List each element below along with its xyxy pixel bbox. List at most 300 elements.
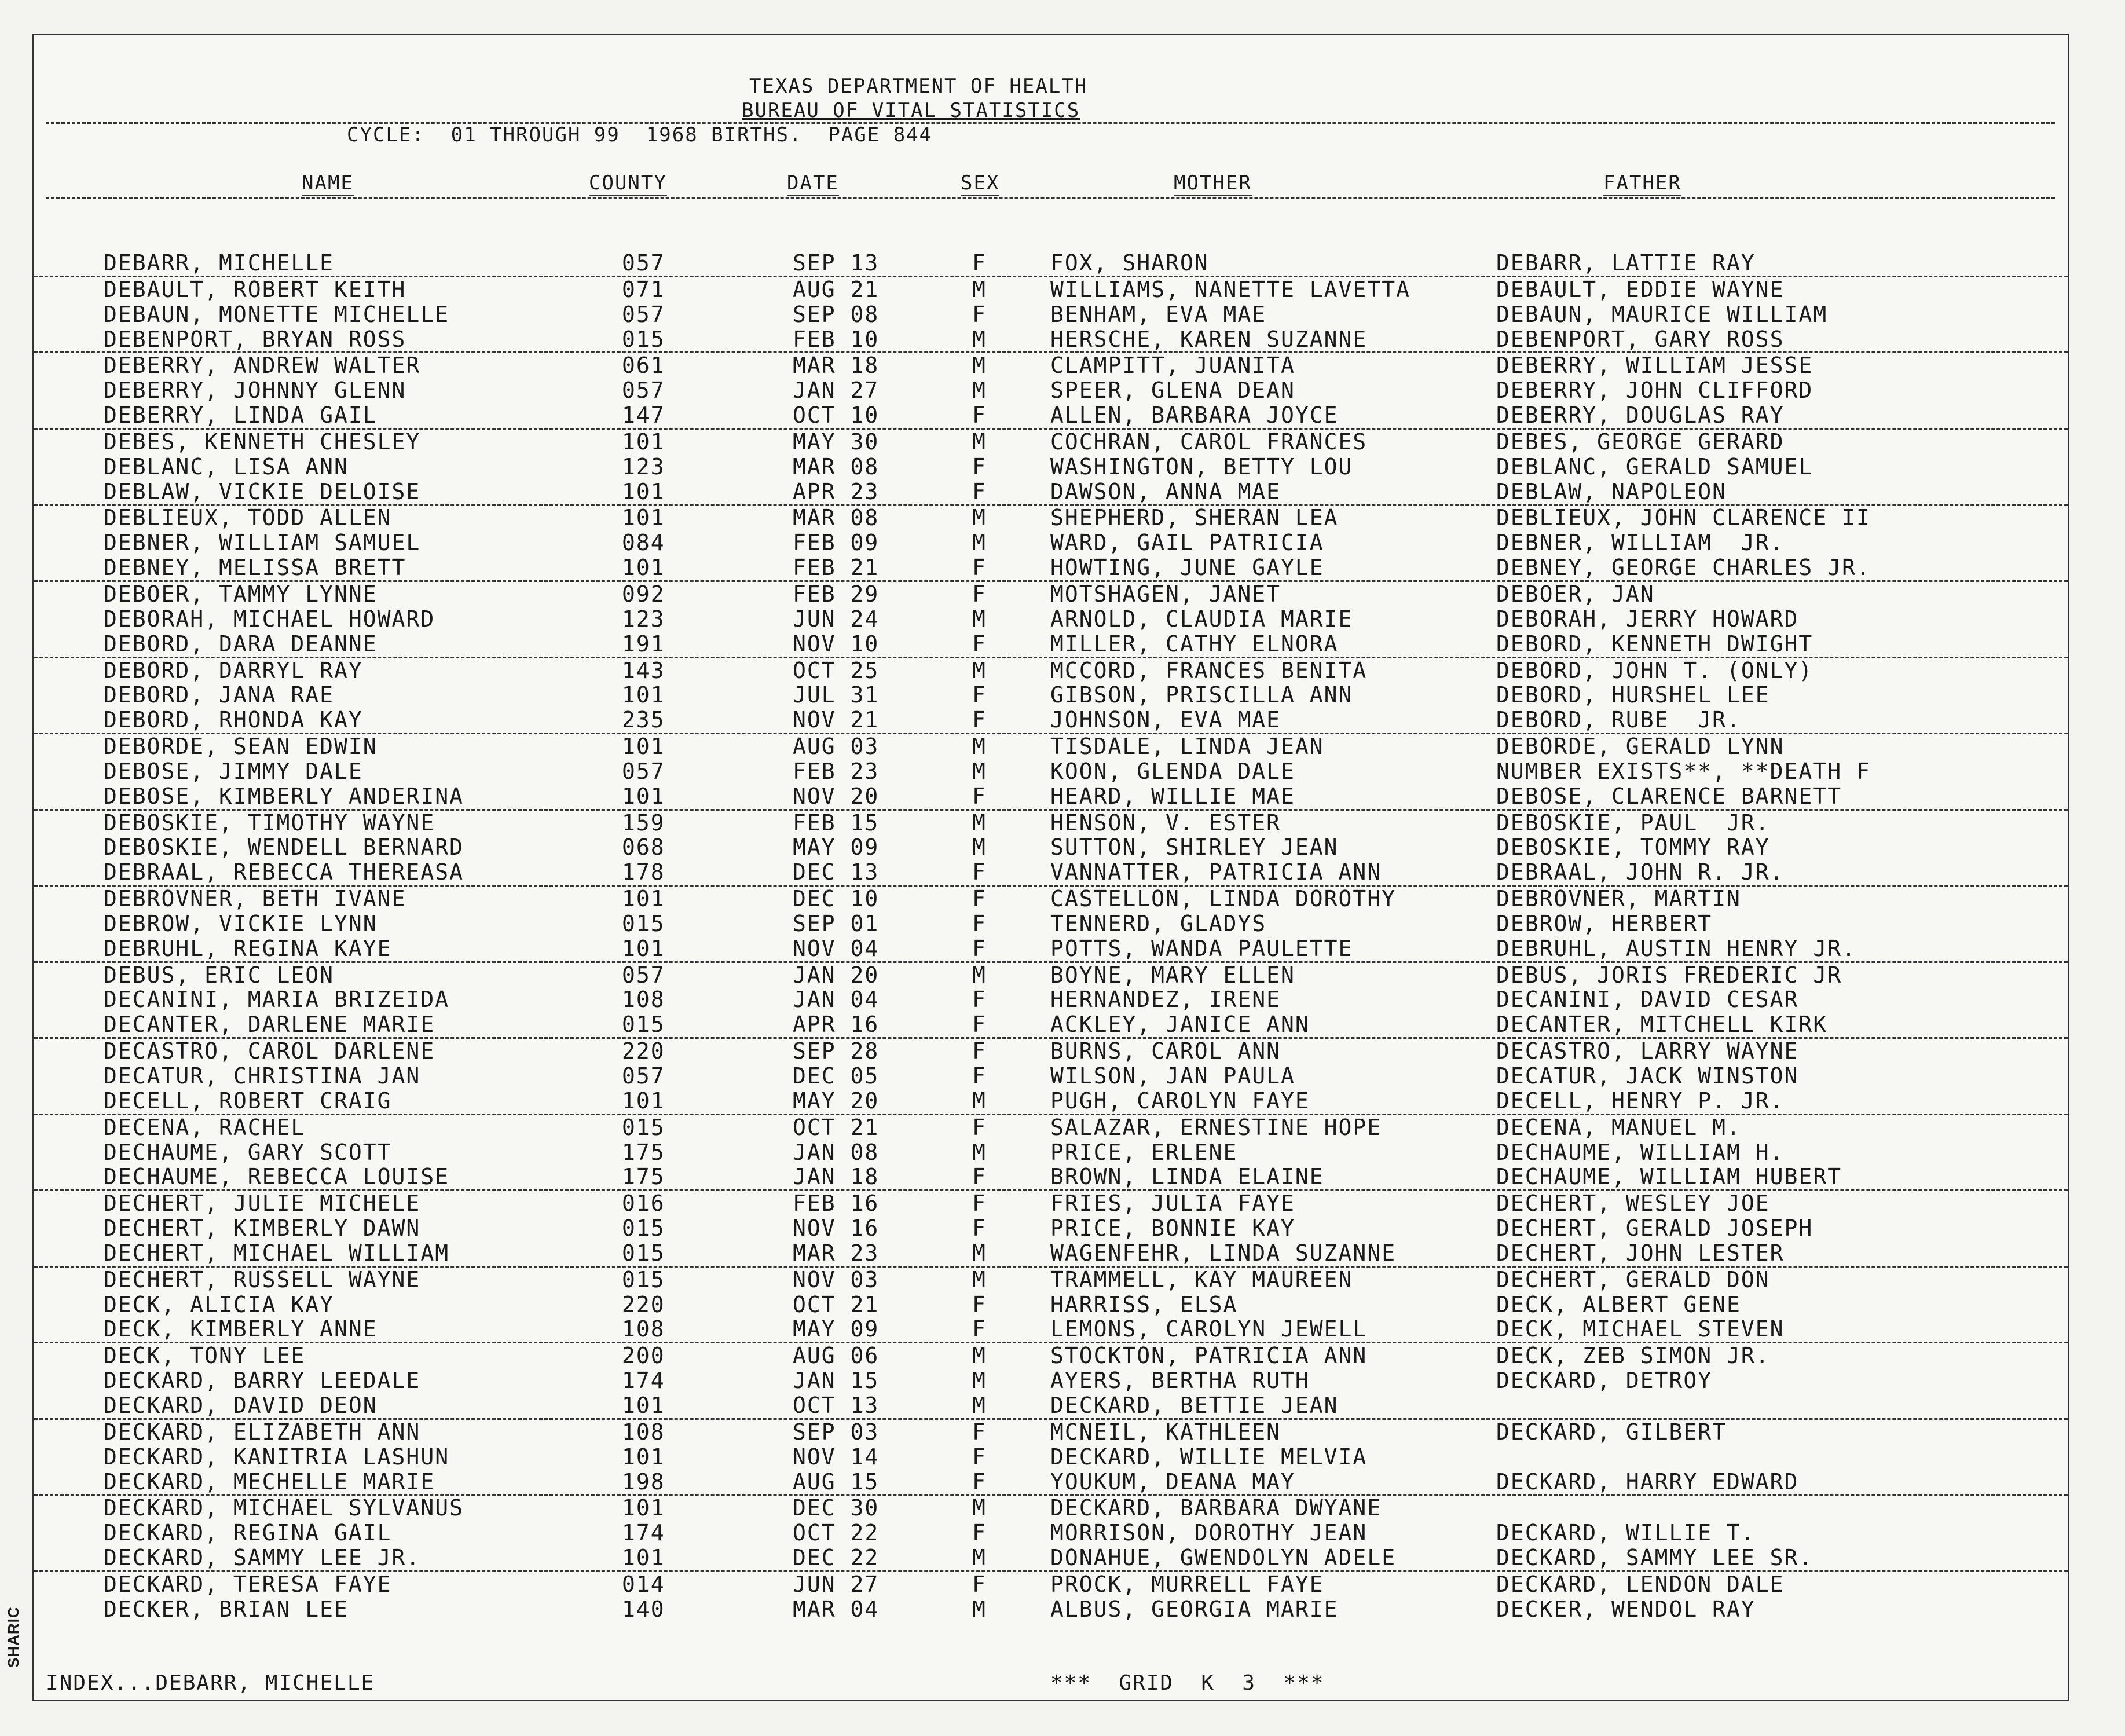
- cell-father: DEBARR, LATTIE RAY: [1496, 250, 1756, 276]
- cell-mother: CASTELLON, LINDA DOROTHY: [1050, 886, 1397, 912]
- cell-mother: BROWN, LINDA ELAINE: [1050, 1164, 1324, 1190]
- cell-county: 101: [622, 555, 665, 581]
- cell-sex: F: [972, 1164, 987, 1190]
- records-table: [34, 251, 2068, 1622]
- table-row: [34, 759, 2068, 784]
- cell-sex: M: [972, 1240, 987, 1266]
- cell-mother: WILLIAMS, NANETTE LAVETTA: [1050, 276, 1410, 302]
- cell-mother: BENHAM, EVA MAE: [1050, 301, 1267, 327]
- cell-date: FEB 10: [793, 326, 880, 352]
- table-row: [34, 784, 2068, 811]
- cell-mother: VANNATTER, PATRICIA ANN: [1050, 859, 1382, 885]
- cell-sex: F: [972, 859, 987, 885]
- cell-sex: M: [972, 505, 987, 531]
- cell-date: JUL 31: [793, 682, 880, 708]
- cell-mother: POTTS, WANDA PAULETTE: [1050, 935, 1353, 961]
- cell-father: DEBENPORT, GARY ROSS: [1496, 326, 1785, 352]
- cell-county: 220: [622, 1038, 665, 1064]
- cell-father: DEBERRY, WILLIAM JESSE: [1496, 353, 1813, 379]
- cell-county: 057: [622, 758, 665, 784]
- cell-father: DEBORD, KENNETH DWIGHT: [1496, 631, 1813, 657]
- cell-mother: SHEPHERD, SHERAN LEA: [1050, 505, 1339, 531]
- table-row: [34, 683, 2068, 708]
- cell-sex: M: [972, 1392, 987, 1418]
- cell-mother: KOON, GLENDA DALE: [1050, 758, 1295, 784]
- cell-mother: HENSON, V. ESTER: [1050, 810, 1281, 836]
- table-row: [34, 1445, 2068, 1470]
- cell-name: DEBENPORT, BRYAN ROSS: [104, 326, 406, 352]
- cell-sex: M: [972, 1266, 987, 1292]
- cell-sex: F: [972, 1444, 987, 1470]
- cell-father: DEBERRY, DOUGLAS RAY: [1496, 402, 1785, 428]
- cell-sex: F: [972, 1468, 987, 1495]
- cell-county: 108: [622, 987, 665, 1013]
- cell-county: 123: [622, 453, 665, 479]
- cell-father: DEBNER, WILLIAM JR.: [1496, 530, 1785, 556]
- table-row: [34, 1039, 2068, 1064]
- cell-sex: M: [972, 810, 987, 836]
- table-row: [34, 1292, 2068, 1317]
- cell-name: DEBORAH, MICHAEL HOWARD: [104, 606, 435, 632]
- cell-name: DEBES, KENNETH CHESLEY: [104, 428, 421, 455]
- table-row: [34, 1241, 2068, 1268]
- cell-date: DEC 30: [793, 1495, 880, 1521]
- cell-mother: MCNEIL, KATHLEEN: [1050, 1419, 1281, 1445]
- cell-father: DEBERRY, JOHN CLIFFORD: [1496, 378, 1813, 404]
- table-row: [34, 734, 2068, 759]
- table-row: [34, 1317, 2068, 1343]
- cell-father: DECK, ALBERT GENE: [1496, 1291, 1741, 1317]
- cell-county: 175: [622, 1164, 665, 1190]
- cell-sex: M: [972, 1139, 987, 1165]
- cell-mother: ALLEN, BARBARA JOYCE: [1050, 402, 1339, 428]
- cell-mother: DECKARD, BARBARA DWYANE: [1050, 1495, 1382, 1521]
- cell-date: AUG 06: [793, 1343, 880, 1369]
- cell-date: FEB 21: [793, 555, 880, 581]
- cell-father: DECASTRO, LARRY WAYNE: [1496, 1038, 1799, 1064]
- cell-sex: F: [972, 581, 987, 607]
- cell-county: 191: [622, 631, 665, 657]
- cell-county: 071: [622, 276, 665, 302]
- table-row: [34, 506, 2068, 530]
- column-header-father: FATHER: [1603, 171, 1681, 196]
- cell-father: DEBROW, HERBERT: [1496, 910, 1713, 936]
- cell-county: 220: [622, 1291, 665, 1317]
- cell-father: DEBORD, RUBE JR.: [1496, 707, 1741, 733]
- cell-county: 235: [622, 707, 665, 733]
- table-row: [34, 607, 2068, 632]
- cell-date: FEB 16: [793, 1191, 880, 1217]
- cell-county: 101: [622, 935, 665, 961]
- table-row: [34, 1545, 2068, 1572]
- cell-name: DECHERT, RUSSELL WAYNE: [104, 1266, 421, 1292]
- cell-mother: WARD, GAIL PATRICIA: [1050, 530, 1324, 556]
- cell-name: DECATUR, CHRISTINA JAN: [104, 1063, 421, 1089]
- cell-date: JAN 18: [793, 1164, 880, 1190]
- cell-mother: WASHINGTON, BETTY LOU: [1050, 453, 1353, 479]
- cell-date: NOV 10: [793, 631, 880, 657]
- cell-father: DECANTER, MITCHELL KIRK: [1496, 1012, 1828, 1038]
- cell-mother: SPEER, GLENA DEAN: [1050, 378, 1295, 404]
- cell-date: JAN 20: [793, 962, 880, 988]
- cell-name: DEBROVNER, BETH IVANE: [104, 886, 406, 912]
- cell-name: DECHAUME, REBECCA LOUISE: [104, 1164, 450, 1190]
- cell-date: APR 16: [793, 1012, 880, 1038]
- cell-name: DEBLANC, LISA ANN: [104, 453, 349, 479]
- cell-county: 092: [622, 581, 665, 607]
- column-header-sex: SEX: [961, 171, 999, 196]
- cell-date: JAN 27: [793, 378, 880, 404]
- table-row: [34, 353, 2068, 378]
- table-row: [34, 936, 2068, 963]
- cell-date: MAY 09: [793, 1316, 880, 1342]
- cell-date: NOV 21: [793, 707, 880, 733]
- cell-father: DEBES, GEORGE GERARD: [1496, 428, 1785, 455]
- cell-date: JUN 24: [793, 606, 880, 632]
- cell-mother: MOTSHAGEN, JANET: [1050, 581, 1281, 607]
- cell-mother: DONAHUE, GWENDOLYN ADELE: [1050, 1545, 1397, 1571]
- cell-father: DECKARD, HARRY EDWARD: [1496, 1468, 1799, 1495]
- cell-name: DEBLIEUX, TODD ALLEN: [104, 505, 392, 531]
- column-header-date: DATE: [787, 171, 839, 196]
- table-row: [34, 887, 2068, 911]
- cell-name: DECK, KIMBERLY ANNE: [104, 1316, 378, 1342]
- cell-date: SEP 13: [793, 250, 880, 276]
- cell-mother: HERNANDEZ, IRENE: [1050, 987, 1281, 1013]
- cell-county: 178: [622, 859, 665, 885]
- cell-sex: F: [972, 555, 987, 581]
- cell-county: 101: [622, 1392, 665, 1418]
- cell-mother: PRICE, ERLENE: [1050, 1139, 1238, 1165]
- cell-father: DECKARD, LENDON DALE: [1496, 1571, 1785, 1597]
- cell-mother: TISDALE, LINDA JEAN: [1050, 734, 1324, 760]
- cell-mother: LEMONS, CAROLYN JEWELL: [1050, 1316, 1368, 1342]
- cell-county: 108: [622, 1316, 665, 1342]
- cell-county: 175: [622, 1139, 665, 1165]
- cell-sex: F: [972, 707, 987, 733]
- table-row: [34, 911, 2068, 936]
- cell-mother: DAWSON, ANNA MAE: [1050, 478, 1281, 504]
- cell-name: DECHERT, KIMBERLY DAWN: [104, 1215, 421, 1241]
- cell-name: DEBORD, DARA DEANNE: [104, 631, 378, 657]
- cell-sex: F: [972, 783, 987, 809]
- cell-name: DEBORD, RHONDA KAY: [104, 707, 363, 733]
- cell-mother: FRIES, JULIA FAYE: [1050, 1191, 1295, 1217]
- cell-mother: BURNS, CAROL ANN: [1050, 1038, 1281, 1064]
- cell-date: NOV 20: [793, 783, 880, 809]
- cell-date: OCT 21: [793, 1114, 880, 1140]
- cell-county: 101: [622, 1495, 665, 1521]
- cell-mother: SALAZAR, ERNESTINE HOPE: [1050, 1114, 1382, 1140]
- table-row: [34, 811, 2068, 836]
- cell-sex: F: [972, 1316, 987, 1342]
- cell-name: DECANINI, MARIA BRIZEIDA: [104, 987, 450, 1013]
- cell-sex: F: [972, 886, 987, 912]
- table-row: [34, 1393, 2068, 1420]
- cell-county: 057: [622, 962, 665, 988]
- cell-county: 015: [622, 326, 665, 352]
- cell-mother: HOWTING, JUNE GAYLE: [1050, 555, 1324, 581]
- cell-sex: M: [972, 530, 987, 556]
- cell-father: DECHERT, WESLEY JOE: [1496, 1191, 1770, 1217]
- cell-mother: TENNERD, GLADYS: [1050, 910, 1267, 936]
- cell-mother: PRICE, BONNIE KAY: [1050, 1215, 1295, 1241]
- cell-name: DEBRAAL, REBECCA THEREASA: [104, 859, 464, 885]
- table-row: [34, 455, 2068, 479]
- cell-father: DEBLAW, NAPOLEON: [1496, 478, 1727, 504]
- cell-county: 057: [622, 250, 665, 276]
- cell-county: 068: [622, 834, 665, 860]
- cell-date: FEB 29: [793, 581, 880, 607]
- cell-name: DECKARD, KANITRIA LASHUN: [104, 1444, 450, 1470]
- cell-mother: YOUKUM, DEANA MAY: [1050, 1468, 1295, 1495]
- cell-father: DECANINI, DAVID CESAR: [1496, 987, 1799, 1013]
- cell-mother: MORRISON, DOROTHY JEAN: [1050, 1520, 1368, 1546]
- cell-name: DECANTER, DARLENE MARIE: [104, 1012, 435, 1038]
- cell-county: 101: [622, 682, 665, 708]
- cell-date: OCT 13: [793, 1392, 880, 1418]
- header-title: TEXAS DEPARTMENT OF HEALTH: [749, 75, 1088, 98]
- cell-father: DEBAULT, EDDIE WAYNE: [1496, 276, 1785, 302]
- cell-sex: F: [972, 1520, 987, 1546]
- cell-sex: M: [972, 734, 987, 760]
- cell-mother: CLAMPITT, JUANITA: [1050, 353, 1295, 379]
- table-row: [34, 302, 2068, 327]
- cell-father: NUMBER EXISTS**, **DEATH F: [1496, 758, 1871, 784]
- cell-name: DECKARD, SAMMY LEE JR.: [104, 1545, 421, 1571]
- cell-county: 015: [622, 1215, 665, 1241]
- cell-father: DEBOSE, CLARENCE BARNETT: [1496, 783, 1842, 809]
- cell-father: DEBOER, JAN: [1496, 581, 1655, 607]
- cell-sex: M: [972, 606, 987, 632]
- cell-date: NOV 04: [793, 935, 880, 961]
- table-row: [34, 582, 2068, 607]
- cell-father: DECKARD, DETROY: [1496, 1368, 1713, 1394]
- table-row: [34, 1343, 2068, 1368]
- table-row: [34, 1140, 2068, 1165]
- cell-name: DEBROW, VICKIE LYNN: [104, 910, 378, 936]
- cell-sex: F: [972, 1038, 987, 1064]
- cell-sex: F: [972, 1191, 987, 1217]
- cell-father: DECHAUME, WILLIAM H.: [1496, 1139, 1785, 1165]
- cell-sex: F: [972, 631, 987, 657]
- cell-mother: JOHNSON, EVA MAE: [1050, 707, 1281, 733]
- cycle-line: CYCLE: 01 THROUGH 99 1968 BIRTHS. PAGE 844: [347, 123, 933, 147]
- cell-county: 015: [622, 1266, 665, 1292]
- cell-name: DEBOER, TAMMY LYNNE: [104, 581, 378, 607]
- cell-county: 101: [622, 428, 665, 455]
- table-row: [34, 430, 2068, 455]
- cell-father: DEBNEY, GEORGE CHARLES JR.: [1496, 555, 1871, 581]
- cell-name: DECK, ALICIA KAY: [104, 1291, 335, 1317]
- cell-name: DECHERT, MICHAEL WILLIAM: [104, 1240, 450, 1266]
- table-row: [34, 1496, 2068, 1521]
- cell-date: OCT 25: [793, 657, 880, 683]
- cell-county: 015: [622, 1012, 665, 1038]
- cell-sex: M: [972, 1545, 987, 1571]
- cell-name: DEBAUN, MONETTE MICHELLE: [104, 301, 450, 327]
- cell-name: DEBERRY, LINDA GAIL: [104, 402, 378, 428]
- cell-mother: ARNOLD, CLAUDIA MARIE: [1050, 606, 1353, 632]
- cell-mother: HARRISS, ELSA: [1050, 1291, 1238, 1317]
- cell-mother: FOX, SHARON: [1050, 250, 1209, 276]
- cell-father: DEBUS, JORIS FREDERIC JR: [1496, 962, 1842, 988]
- cell-sex: M: [972, 962, 987, 988]
- cell-date: OCT 10: [793, 402, 880, 428]
- cell-date: AUG 15: [793, 1468, 880, 1495]
- cell-mother: TRAMMELL, KAY MAUREEN: [1050, 1266, 1353, 1292]
- table-row: [34, 1164, 2068, 1191]
- cell-county: 101: [622, 734, 665, 760]
- table-row: [34, 327, 2068, 354]
- cell-mother: DECKARD, WILLIE MELVIA: [1050, 1444, 1368, 1470]
- cell-county: 174: [622, 1520, 665, 1546]
- cell-father: DEBRAAL, JOHN R. JR.: [1496, 859, 1785, 885]
- cell-mother: HEARD, WILLIE MAE: [1050, 783, 1295, 809]
- cell-father: DEBORD, JOHN T. (ONLY): [1496, 657, 1813, 683]
- cell-sex: F: [972, 910, 987, 936]
- cell-mother: WAGENFEHR, LINDA SUZANNE: [1050, 1240, 1397, 1266]
- cell-county: 101: [622, 478, 665, 504]
- table-row: [34, 1572, 2068, 1597]
- cell-county: 015: [622, 910, 665, 936]
- cell-father: DEBROVNER, MARTIN: [1496, 886, 1741, 912]
- table-row: [34, 1521, 2068, 1545]
- cell-father: DECHERT, GERALD DON: [1496, 1266, 1770, 1292]
- cell-county: 143: [622, 657, 665, 683]
- cell-date: MAY 20: [793, 1087, 880, 1114]
- cell-date: OCT 21: [793, 1291, 880, 1317]
- table-row: [34, 632, 2068, 658]
- table-row: [34, 378, 2068, 403]
- table-row: [34, 1012, 2068, 1039]
- cell-name: DECKARD, TERESA FAYE: [104, 1571, 392, 1597]
- cell-sex: F: [972, 1571, 987, 1597]
- cell-name: DECKARD, BARRY LEEDALE: [104, 1368, 421, 1394]
- cell-name: DECKER, BRIAN LEE: [104, 1596, 349, 1622]
- cell-date: FEB 15: [793, 810, 880, 836]
- cell-name: DEBORD, DARRYL RAY: [104, 657, 363, 683]
- cell-county: 108: [622, 1419, 665, 1445]
- cell-name: DECELL, ROBERT CRAIG: [104, 1087, 392, 1114]
- cell-name: DEBOSE, KIMBERLY ANDERINA: [104, 783, 464, 809]
- cell-date: APR 23: [793, 478, 880, 504]
- table-row: [34, 251, 2068, 277]
- cell-name: DECHERT, JULIE MICHELE: [104, 1191, 421, 1217]
- cell-mother: GIBSON, PRISCILLA ANN: [1050, 682, 1353, 708]
- cell-date: NOV 16: [793, 1215, 880, 1241]
- cell-name: DECKARD, ELIZABETH ANN: [104, 1419, 421, 1445]
- cell-father: DECK, ZEB SIMON JR.: [1496, 1343, 1770, 1369]
- column-header-name: NAME: [302, 171, 354, 196]
- cell-date: FEB 23: [793, 758, 880, 784]
- table-row: [34, 658, 2068, 683]
- cell-sex: F: [972, 453, 987, 479]
- cell-sex: F: [972, 1063, 987, 1089]
- cell-date: NOV 03: [793, 1266, 880, 1292]
- cell-name: DEBARR, MICHELLE: [104, 250, 335, 276]
- cell-county: 084: [622, 530, 665, 556]
- cell-date: SEP 03: [793, 1419, 880, 1445]
- cell-name: DEBORD, JANA RAE: [104, 682, 335, 708]
- cell-county: 101: [622, 783, 665, 809]
- cell-sex: F: [972, 1419, 987, 1445]
- cell-county: 016: [622, 1191, 665, 1217]
- cell-name: DECKARD, MICHAEL SYLVANUS: [104, 1495, 464, 1521]
- cell-name: DECKARD, DAVID DEON: [104, 1392, 378, 1418]
- table-row: [34, 1420, 2068, 1445]
- table-row: [34, 1470, 2068, 1496]
- cell-date: JAN 04: [793, 987, 880, 1013]
- cell-father: DEBORAH, JERRY HOWARD: [1496, 606, 1799, 632]
- table-row: [34, 1268, 2068, 1292]
- table-row: [34, 1191, 2068, 1216]
- cell-date: MAR 18: [793, 353, 880, 379]
- cell-county: 101: [622, 1087, 665, 1114]
- cell-sex: F: [972, 1012, 987, 1038]
- cell-father: DEBORDE, GERALD LYNN: [1496, 734, 1785, 760]
- cell-date: JAN 15: [793, 1368, 880, 1394]
- cell-father: DECHAUME, WILLIAM HUBERT: [1496, 1164, 1842, 1190]
- table-row: [34, 963, 2068, 988]
- cell-county: 101: [622, 886, 665, 912]
- cell-mother: ACKLEY, JANICE ANN: [1050, 1012, 1310, 1038]
- cell-name: DECASTRO, CAROL DARLENE: [104, 1038, 435, 1064]
- cell-name: DEBOSKIE, WENDELL BERNARD: [104, 834, 464, 860]
- cell-sex: M: [972, 353, 987, 379]
- cell-county: 057: [622, 1063, 665, 1089]
- cell-sex: F: [972, 478, 987, 504]
- cell-sex: F: [972, 402, 987, 428]
- cell-mother: HERSCHE, KAREN SUZANNE: [1050, 326, 1368, 352]
- cell-name: DECKARD, MECHELLE MARIE: [104, 1468, 435, 1495]
- cell-date: MAR 23: [793, 1240, 880, 1266]
- cell-mother: PUGH, CAROLYN FAYE: [1050, 1087, 1310, 1114]
- cell-sex: F: [972, 301, 987, 327]
- table-row: [34, 555, 2068, 582]
- cell-name: DECK, TONY LEE: [104, 1343, 306, 1369]
- cell-county: 147: [622, 402, 665, 428]
- cell-date: MAR 08: [793, 453, 880, 479]
- cell-name: DEBOSE, JIMMY DALE: [104, 758, 363, 784]
- cell-date: DEC 05: [793, 1063, 880, 1089]
- cell-date: SEP 08: [793, 301, 880, 327]
- cell-mother: STOCKTON, PATRICIA ANN: [1050, 1343, 1368, 1369]
- cell-county: 159: [622, 810, 665, 836]
- table-row: [34, 403, 2068, 430]
- cell-date: AUG 03: [793, 734, 880, 760]
- cell-sex: M: [972, 378, 987, 404]
- cell-father: DEBAUN, MAURICE WILLIAM: [1496, 301, 1828, 327]
- cell-date: MAR 08: [793, 505, 880, 531]
- document-frame: [32, 34, 2069, 1701]
- column-header-rule: [46, 197, 2055, 199]
- cell-name: DEBERRY, JOHNNY GLENN: [104, 378, 406, 404]
- cell-father: DECKARD, WILLIE T.: [1496, 1520, 1756, 1546]
- cell-mother: COCHRAN, CAROL FRANCES: [1050, 428, 1368, 455]
- cell-father: DECHERT, GERALD JOSEPH: [1496, 1215, 1813, 1241]
- cell-sex: F: [972, 250, 987, 276]
- cell-father: DEBORD, HURSHEL LEE: [1496, 682, 1770, 708]
- grid-footer: *** GRID K 3 ***: [1050, 1671, 1325, 1695]
- cell-name: DEBERRY, ANDREW WALTER: [104, 353, 421, 379]
- cell-father: DECKARD, SAMMY LEE SR.: [1496, 1545, 1813, 1571]
- cell-date: FEB 09: [793, 530, 880, 556]
- cell-sex: M: [972, 1368, 987, 1394]
- cell-sex: M: [972, 276, 987, 302]
- cell-county: 101: [622, 1444, 665, 1470]
- cell-county: 101: [622, 1545, 665, 1571]
